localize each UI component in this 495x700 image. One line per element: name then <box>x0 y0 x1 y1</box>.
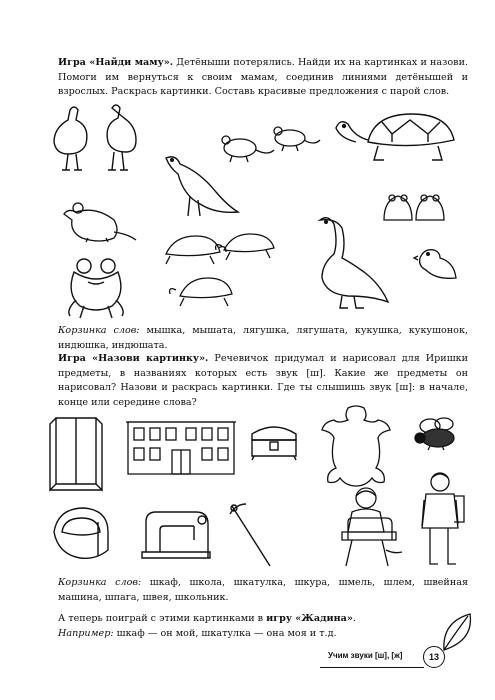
example-label: Например: <box>58 627 114 639</box>
turtle-picture <box>334 108 460 166</box>
animal-skin-picture <box>318 404 394 488</box>
baby-turtles-picture <box>160 232 280 318</box>
goose-picture <box>312 212 396 312</box>
game-find-mom-text: Детёныши потерялись. Найди их на картинках и назови. Помоги им вернуться к своим мамам, соединив линиями детёнышей и взрослых. Раскрась картинки. Составь красивые предложения с парой слов. <box>58 57 469 97</box>
cuckoo-chick-picture <box>412 244 458 284</box>
helmet-picture <box>46 504 112 562</box>
game-greedy-paragraph <box>58 612 468 641</box>
cuckoo-picture <box>160 152 240 222</box>
leaf-decoration-icon <box>440 610 474 654</box>
page-number: 13 <box>423 646 445 668</box>
casket-picture <box>246 418 302 462</box>
footer-label: Учим звуки [ш], [ж] <box>328 651 403 660</box>
game-find-mom-title: Игра «Найди маму». <box>58 57 174 68</box>
wardrobe-picture <box>46 414 106 494</box>
frog-picture <box>64 256 128 320</box>
basket-1-words: мышка, мышата, лягушка, лягушата, кукушка, кукушонок, индюшка, индюшата. <box>58 325 468 351</box>
sword-picture <box>226 500 276 570</box>
schoolboy-picture <box>418 470 468 570</box>
game-find-mom-paragraph <box>58 56 468 100</box>
example-text: шкаф — он мой, шкатулка — она моя и т.д. <box>113 627 337 639</box>
turkeys-picture <box>50 100 140 175</box>
footer-divider <box>320 667 424 668</box>
basket-2-label: Корзинка слов: <box>58 577 142 588</box>
game-name-picture-title: Игра «Назови картинку». <box>58 353 209 364</box>
bumblebee-picture <box>410 416 462 452</box>
game-greedy-title: игру «Жадина» <box>266 613 353 624</box>
game-greedy-text-1: А теперь поиграй с этими картинками в <box>58 613 267 624</box>
mouse-picture <box>62 198 138 244</box>
basket-1-paragraph <box>58 324 468 353</box>
seamstress-picture <box>332 484 406 570</box>
basket-1-label: Корзинка слов: <box>58 325 140 336</box>
basket-2-paragraph <box>58 576 468 605</box>
sewing-machine-picture <box>136 506 216 560</box>
school-picture <box>124 412 238 478</box>
game-name-picture-text: Речевичок придумал и нарисовал для Иришки предметы, в названиях которых есть звук [ш]. Какие же предметы он нарисовал? Назови и раскрась картинки. Где ты слышишь звук [ш]: в начале, конце или середине слова? <box>58 353 468 408</box>
frogs-picture <box>380 188 450 224</box>
game-name-picture-paragraph <box>58 352 468 410</box>
basket-2-words: шкаф, школа, шкатулка, шкура, шмель, шлем, швейная машина, шпага, швея, школьник. <box>58 577 468 603</box>
game-greedy-text-2: . <box>352 613 356 624</box>
page-footer <box>320 646 445 668</box>
